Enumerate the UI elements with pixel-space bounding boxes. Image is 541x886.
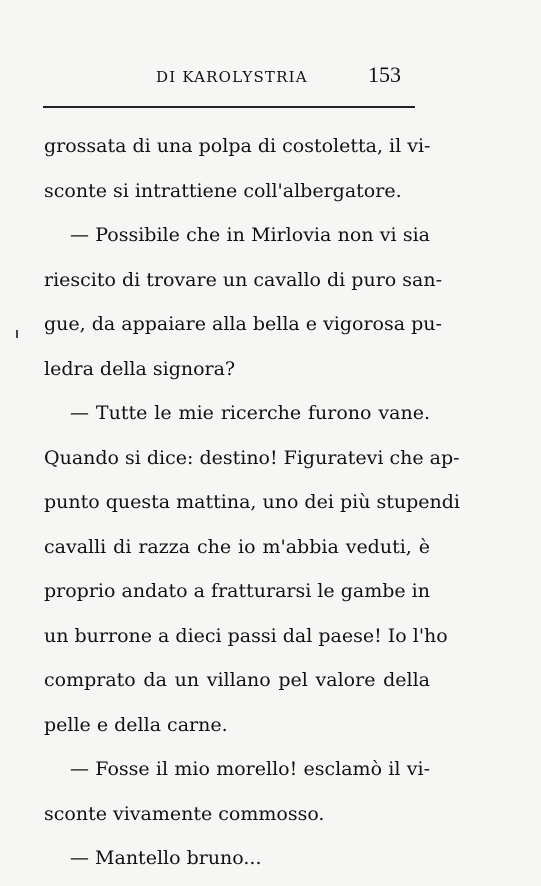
text-line: grossata di una polpa di costoletta, il vi- — [44, 135, 431, 157]
header-rule — [43, 106, 415, 108]
text-line: un burrone a dieci passi dal paese! Io l'ho — [44, 624, 448, 647]
text-line: — Mantello bruno... — [70, 847, 262, 869]
text-line: sconte vivamente commosso. — [44, 802, 325, 825]
text-line: proprio andato a fratturarsi le gambe in — [44, 580, 430, 602]
text-line: ledra della signora? — [44, 357, 236, 380]
text-line: pelle e della carne. — [44, 713, 228, 736]
text-line: comprato da un villano pel valore della — [44, 669, 430, 691]
running-head — [0, 62, 541, 90]
text-line: gue, da appaiare alla bella e vigorosa pu- — [44, 313, 442, 335]
text-line: — Tutte le mie ricerche furono vane. — [70, 402, 430, 424]
running-head-title: DI KAROLYSTRIA — [156, 68, 308, 86]
body-text — [44, 124, 460, 881]
text-line: punto questa mattina, uno dei più stupendi — [44, 491, 460, 513]
text-line: riescito di trovare un cavallo di puro san- — [44, 268, 442, 291]
page-number: 153 — [368, 62, 401, 87]
text-line: sconte si intrattiene coll'albergatore. — [44, 179, 402, 202]
text-line: — Fosse il mio morello! esclamò il vi- — [70, 758, 430, 780]
margin-mark — [16, 330, 18, 338]
text-line: Quando si dice: destino! Figuratevi che ap- — [44, 446, 460, 469]
text-line: cavalli di razza che io m'abbia veduti, è — [44, 535, 430, 558]
text-line: — Possibile che in Mirlovia non vi sia — [70, 224, 430, 246]
